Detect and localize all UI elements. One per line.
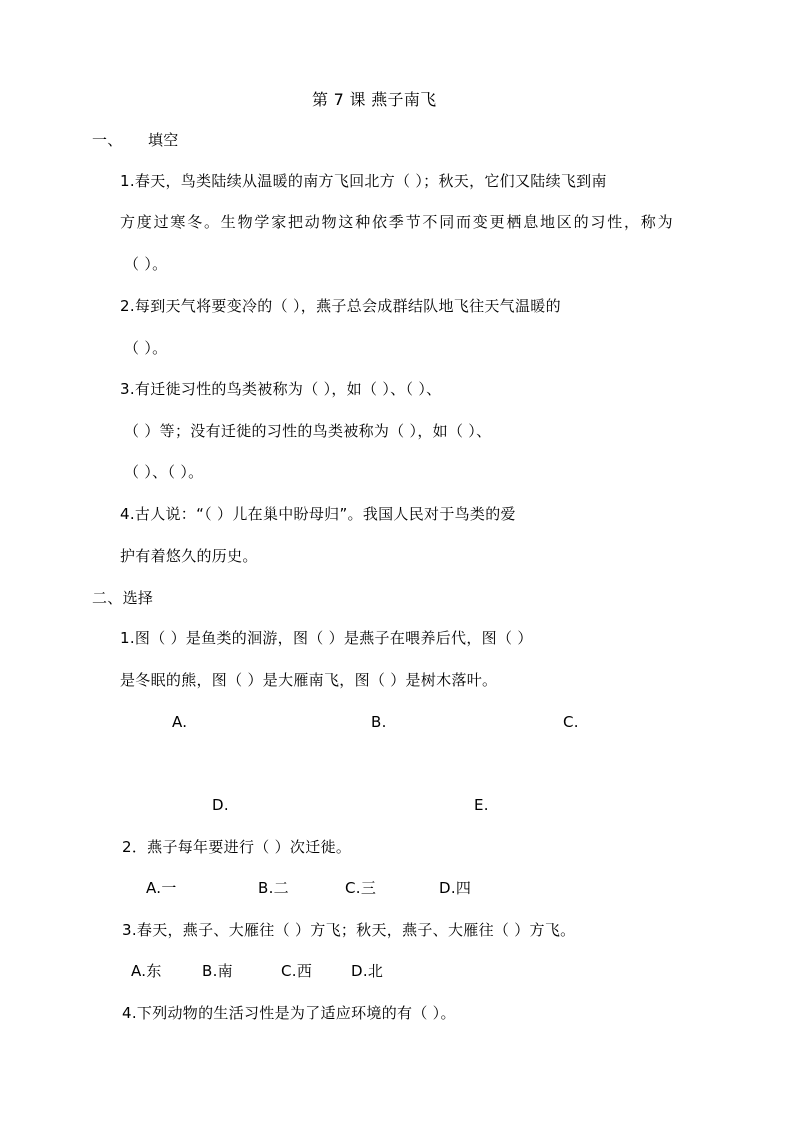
choice-q4-line1: 4.下列动物的生活习性是为了适应环境的有（ ）。: [122, 1004, 456, 1022]
q2-line2: （ ）。: [124, 339, 168, 357]
lesson-title: 第 7 课 燕子南飞: [312, 90, 437, 109]
q2-option-b: B.二: [258, 879, 289, 897]
section1-heading: 填空: [148, 131, 179, 149]
image-label-a: A.: [172, 713, 188, 731]
q3-option-d: D.北: [351, 962, 384, 980]
image-label-c: C.: [563, 713, 579, 731]
q3-option-b: B.南: [202, 962, 233, 980]
choice-q3-line1: 3.春天，燕子、大雁往（ ）方飞；秋天，燕子、大雁往（ ）方飞。: [122, 921, 576, 939]
section1-number: 一、: [92, 131, 123, 149]
choice-q1-line1: 1.图（ ）是鱼类的洄游，图（ ）是燕子在喂养后代，图（ ）: [120, 629, 533, 647]
q3-option-a: A.东: [131, 962, 162, 980]
image-label-d: D.: [212, 796, 229, 814]
section2-heading: 二、选择: [92, 589, 154, 607]
q2-option-a: A.一: [146, 879, 177, 897]
q1-line1: 1.春天，鸟类陆续从温暖的南方飞回北方（ ）；秋天，它们又陆续飞到南: [120, 172, 607, 190]
image-label-b: B.: [371, 713, 387, 731]
q3-option-c: C.西: [281, 962, 313, 980]
q2-option-c: C.三: [345, 879, 377, 897]
q1-line2: 方度过寒冬。生物学家把动物这种依季节不同而变更栖息地区的习性，称为: [120, 213, 675, 231]
q2-option-d: D.四: [439, 879, 472, 897]
q1-line3: （ ）。: [124, 255, 168, 273]
choice-q1-line2: 是冬眠的熊，图（ ）是大雁南飞，图（ ）是树木落叶。: [120, 671, 498, 689]
q4-line2: 护有着悠久的历史。: [120, 547, 258, 565]
image-label-e: E.: [474, 796, 489, 814]
q4-line1: 4.古人说：“（ ）儿在巢中盼母归”。我国人民对于鸟类的爱: [120, 505, 516, 523]
q3-line3: （ ）、（ ）。: [124, 463, 204, 481]
q3-line1: 3.有迁徙习性的鸟类被称为（ ），如（ ）、（ ）、: [120, 380, 442, 398]
q2-line1: 2.每到天气将要变冷的（ ），燕子总会成群结队地飞往天气温暖的: [120, 297, 561, 315]
choice-q2-line1: 2．燕子每年要进行（ ）次迁徙。: [122, 838, 352, 856]
q3-line2: （ ）等；没有迁徙的习性的鸟类被称为（ ），如（ ）、: [124, 422, 492, 440]
